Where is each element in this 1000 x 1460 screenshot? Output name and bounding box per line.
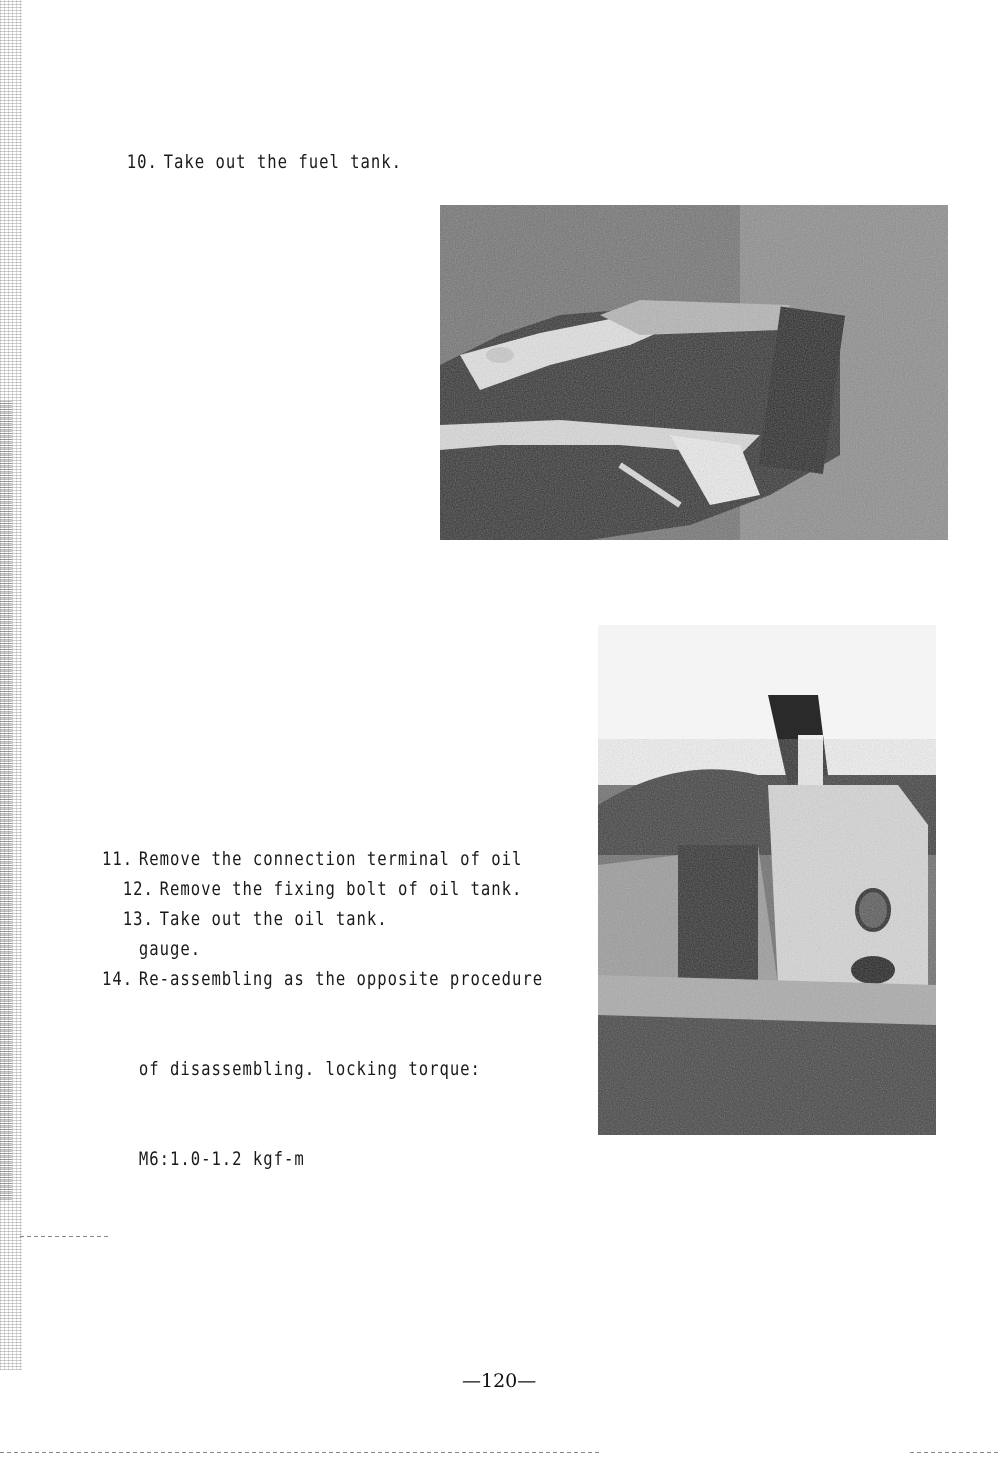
step-text: Remove the connection terminal of oil — [138, 848, 523, 870]
step-text-continued: of disassembling. locking torque: — [138, 1058, 481, 1080]
step-number: 12. — [122, 878, 154, 900]
step-text-continued: gauge. — [138, 938, 202, 960]
step-number: 14. — [102, 968, 134, 990]
step-text: Take out the oil tank. — [159, 908, 388, 930]
step-text: Take out the fuel tank. — [163, 151, 403, 173]
oil-tank-removal-photo — [598, 625, 936, 1135]
page-number: —120— — [462, 1370, 537, 1392]
scan-binding-edge-dark — [0, 400, 12, 1200]
step-text: Re-assembling as the opposite procedure — [138, 968, 544, 990]
scan-artifact-line — [20, 1236, 110, 1237]
step-number: 13. — [122, 908, 154, 930]
step-10 — [106, 117, 402, 177]
scan-bottom-edge-right — [910, 1452, 1000, 1453]
scan-bottom-edge — [0, 1452, 600, 1453]
step-number: 11. — [102, 848, 134, 870]
step-number: 10. — [126, 151, 158, 173]
fuel-tank-removal-photo — [440, 205, 948, 540]
step-14 — [102, 904, 543, 1204]
step-text: Remove the fixing bolt of oil tank. — [159, 878, 523, 900]
torque-spec: M6:1.0-1.2 kgf-m — [138, 1148, 305, 1170]
